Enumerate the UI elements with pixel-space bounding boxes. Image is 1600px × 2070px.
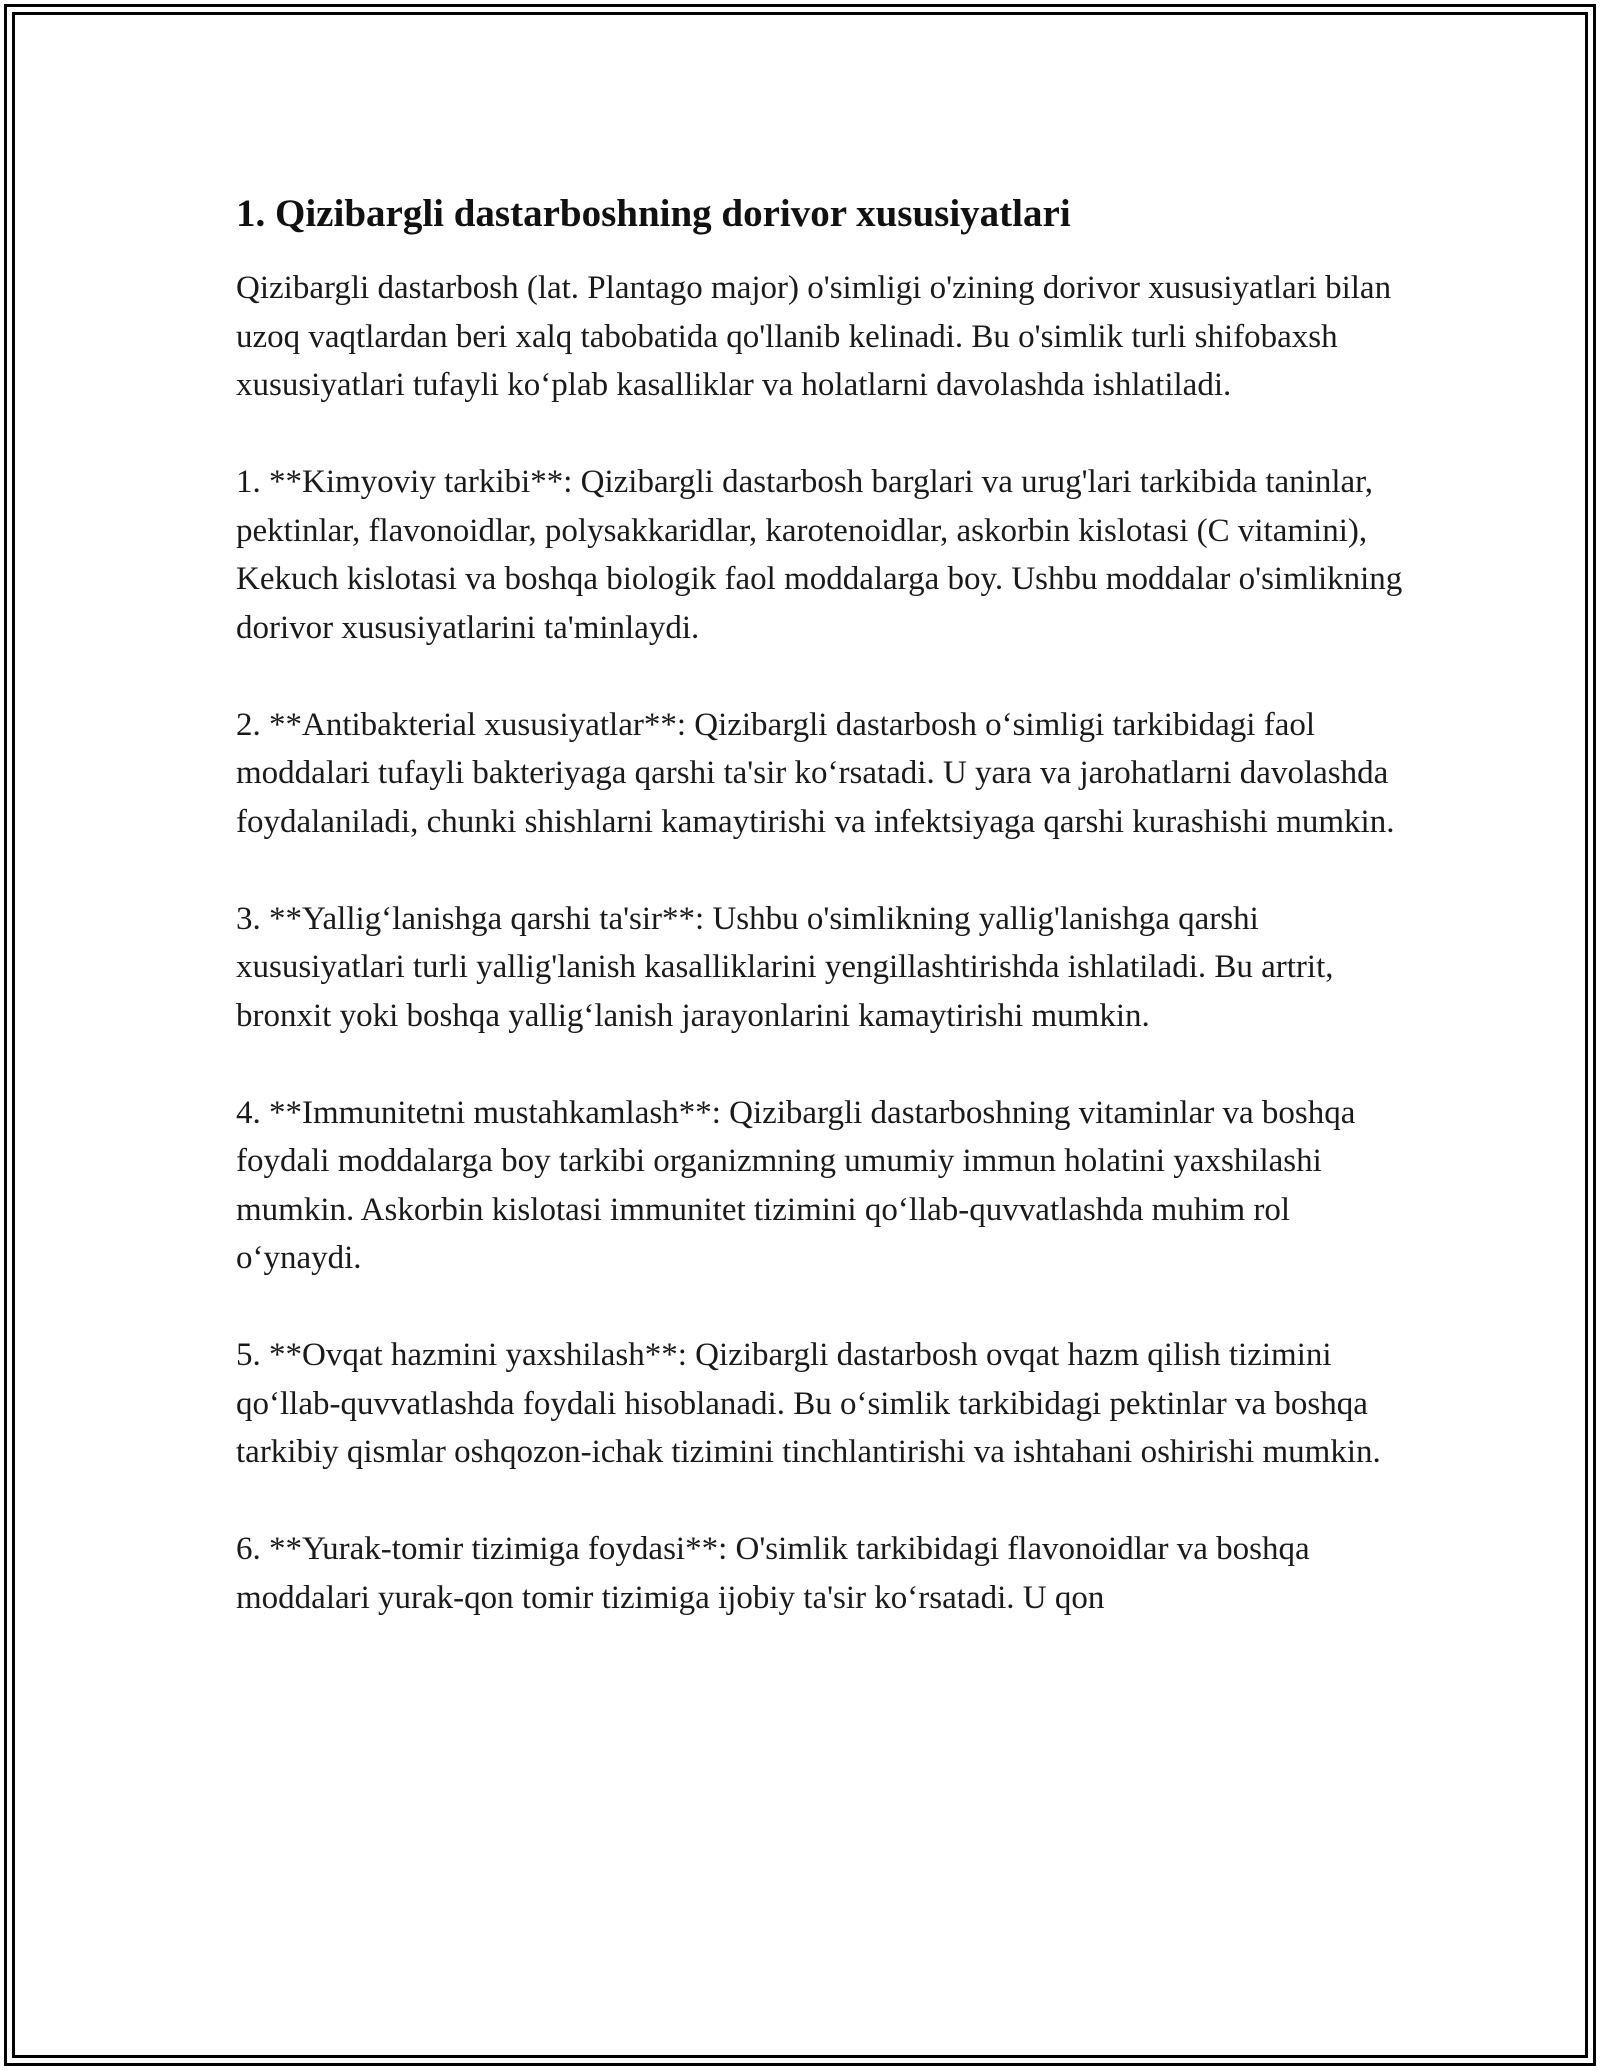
list-item-chemical-composition: 1. **Kimyoviy tarkibi**: Qizibargli dastarbosh barglari va urug'lari tarkibida taninlar, pektinlar, flavonoidlar, polysakkaridlar, karotenoidlar, askorbin kislotasi (C vitamini), Kekuch kislotasi va boshqa biologik faol moddalarga boy. Ushbu moddalar o'simlikning dorivor xususiyatlarini ta'minlaydi. — [236, 464, 1403, 646]
intro-paragraph: Qizibargli dastarbosh (lat. Plantago major) o'simligi o'zining dorivor xususiyatlari bilan uzoq vaqtlardan beri xalq tabobatida qo'llanib kelinadi. Bu o'simlik turli shifobaxsh xususiyatlari tufayli ko‘plab kasalliklar va holatlarni davolashda ishlatiladi. — [236, 270, 1392, 403]
list-item-immunity: 4. **Immunitetni mustahkamlash**: Qizibargli dastarboshning vitaminlar va boshqa foydali moddalarga boy tarkibi organizmning umumiy immun holatini yaxshilashi mumkin. Askorbin kislotasi immunitet tizimini qo‘llab-quvvatlashda muhim rol o‘ynaydi. — [236, 1094, 1356, 1276]
document-page — [236, 190, 1406, 1622]
document-title: 1. Qizibargli dastarboshning dorivor xususiyatlari — [236, 192, 1071, 235]
list-item-antibacterial: 2. **Antibakterial xususiyatlar**: Qizibargli dastarbosh o‘simligi tarkibidagi faol moddalari tufayli bakteriyaga qarshi ta'sir ko‘rsatadi. U yara va jarohatlarni davolashda foydalaniladi, chunki shishlarni kamaytirishi va infektsiyaga qarshi kurashishi mumkin. — [236, 706, 1395, 840]
list-item-digestion: 5. **Ovqat hazmini yaxshilash**: Qizibargli dastarbosh ovqat hazm qilish tizimini qo‘llab-quvvatlashda foydali hisoblanadi. Bu o‘simlik tarkibidagi pektinlar va boshqa tarkibiy qismlar oshqozon-ichak tizimini tinchlantirishi va ishtahani oshirishi mumkin. — [236, 1337, 1381, 1470]
list-item-cardiovascular: 6. **Yurak-tomir tizimiga foydasi**: O'simlik tarkibidagi flavonoidlar va boshqa moddalari yurak-qon tomir tizimiga ijobiy ta'sir ko‘rsatadi. U qon — [236, 1531, 1310, 1616]
list-item-anti-inflammatory: 3. **Yallig‘lanishga qarshi ta'sir**: Ushbu o'simlikning yallig'lanishga qarshi xususiyatlari turli yallig'lanish kasalliklarini yengillashtirishda ishlatiladi. Bu artrit, bronxit yoki boshqa yallig‘lanish jarayonlarini kamaytirishi mumkin. — [236, 900, 1334, 1034]
